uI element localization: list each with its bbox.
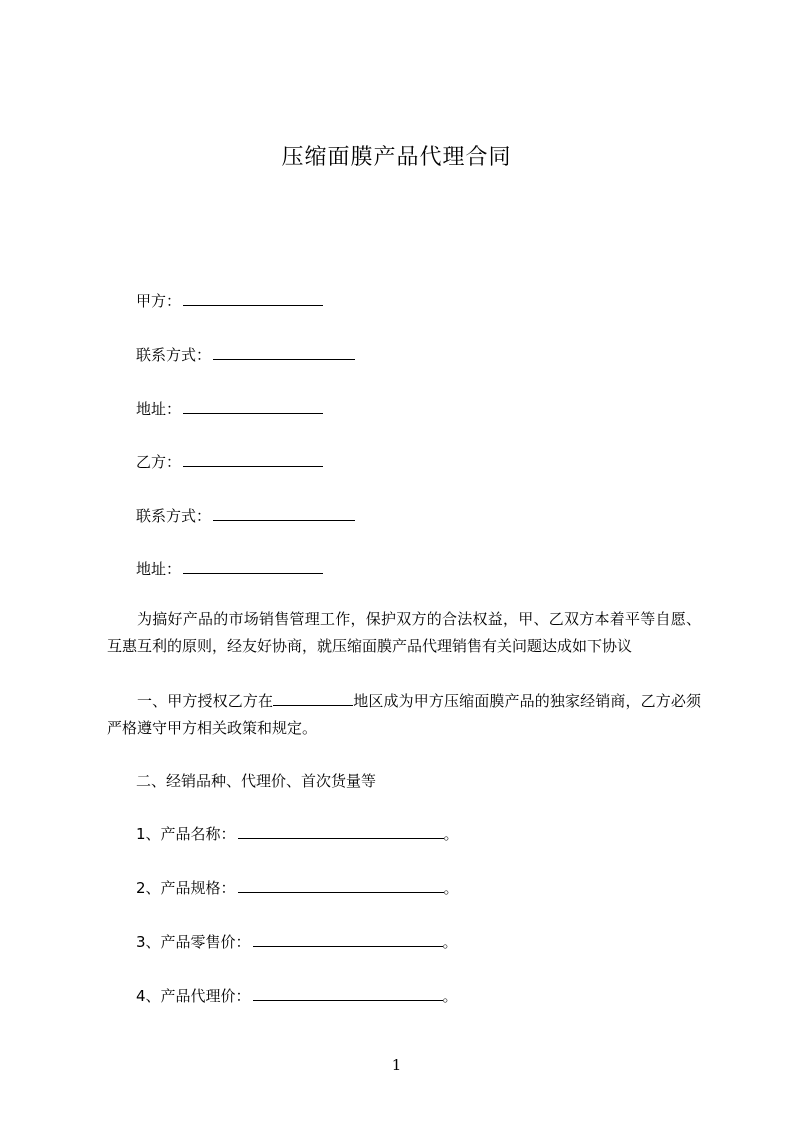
item-3-blank[interactable] bbox=[253, 932, 443, 947]
party-b-address-label: 地址： bbox=[136, 560, 182, 578]
clause-1-text-start: 一、甲方授权乙方在 bbox=[137, 692, 274, 710]
item-1-line bbox=[136, 824, 459, 844]
item-4-blank[interactable] bbox=[253, 986, 443, 1001]
party-a-address-line bbox=[136, 399, 323, 419]
item-2-blank[interactable] bbox=[238, 878, 444, 893]
clause-1-text-end: 地区成为甲方压缩面膜产品的独家经销商，乙方必须严格遵守甲方相关政策和规定。 bbox=[107, 692, 701, 737]
item-2-suffix: 。 bbox=[443, 879, 459, 897]
clause-1-region-blank[interactable] bbox=[273, 691, 353, 706]
item-4-line bbox=[136, 986, 458, 1006]
page-number: 1 bbox=[391, 1056, 402, 1074]
item-4-label: 4、产品代理价： bbox=[136, 987, 251, 1005]
item-1-blank[interactable] bbox=[238, 824, 444, 839]
party-a-contact-blank[interactable] bbox=[213, 345, 355, 360]
party-a-contact-line bbox=[136, 345, 355, 365]
item-3-line bbox=[136, 932, 458, 952]
item-4-suffix: 。 bbox=[442, 987, 458, 1005]
item-3-suffix: 。 bbox=[442, 933, 458, 951]
item-1-suffix: 。 bbox=[443, 825, 459, 843]
party-a-line bbox=[136, 291, 323, 311]
party-b-blank[interactable] bbox=[183, 452, 323, 467]
item-3-label: 3、产品零售价： bbox=[136, 933, 251, 951]
party-a-address-label: 地址： bbox=[136, 400, 182, 418]
party-b-contact-blank[interactable] bbox=[213, 506, 355, 521]
document-title: 压缩面膜产品代理合同 bbox=[281, 145, 512, 170]
party-a-address-blank[interactable] bbox=[183, 399, 323, 414]
item-1-label: 1、产品名称： bbox=[136, 825, 236, 843]
clause-2-heading: 二、经销品种、代理价、首次货量等 bbox=[136, 772, 377, 790]
clause-1-paragraph bbox=[107, 688, 701, 742]
item-2-label: 2、产品规格： bbox=[136, 879, 236, 897]
party-b-label: 乙方： bbox=[136, 453, 182, 471]
party-b-contact-line bbox=[136, 506, 355, 526]
party-b-address-line bbox=[136, 559, 323, 579]
party-a-label: 甲方： bbox=[136, 292, 182, 310]
intro-paragraph: 为搞好产品的市场销售管理工作，保护双方的合法权益，甲、乙双方本着平等自愿、互惠互利的原则，经友好协商，就压缩面膜产品代理销售有关问题达成如下协议 bbox=[107, 610, 701, 655]
item-2-line bbox=[136, 878, 459, 898]
party-a-blank[interactable] bbox=[183, 291, 323, 306]
party-a-contact-label: 联系方式： bbox=[136, 346, 212, 364]
party-b-line bbox=[136, 452, 323, 472]
party-b-contact-label: 联系方式： bbox=[136, 507, 212, 525]
party-b-address-blank[interactable] bbox=[183, 559, 323, 574]
